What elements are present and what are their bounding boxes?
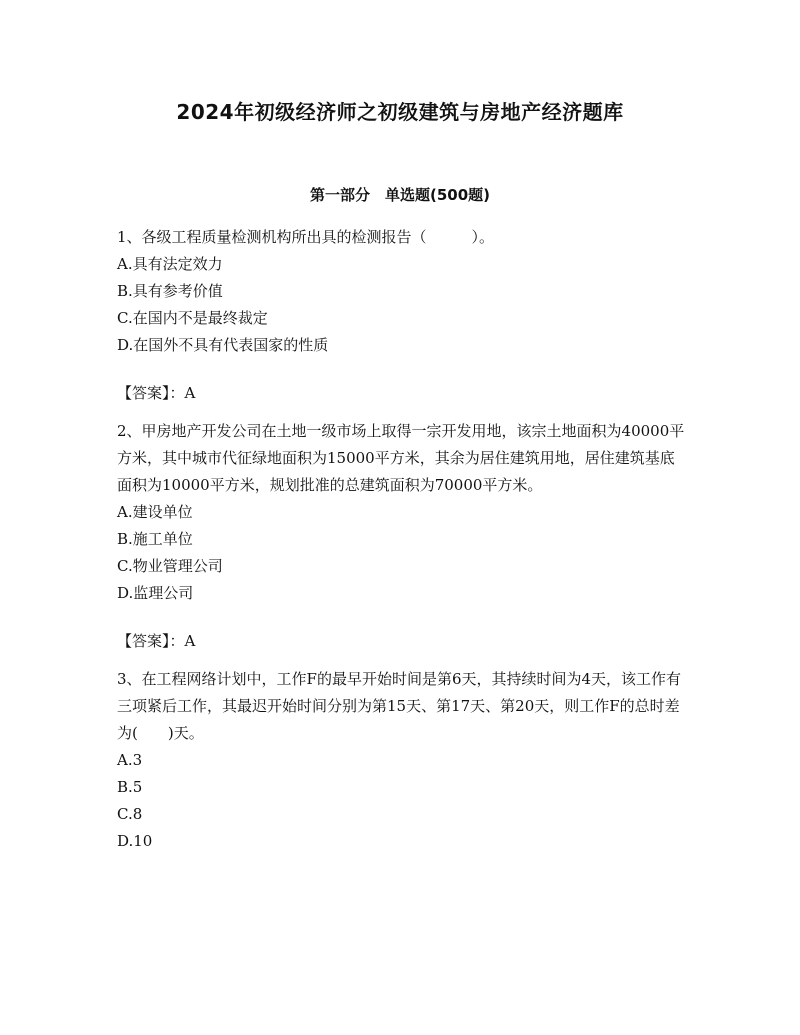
answer-label: 【答案】：A bbox=[117, 632, 196, 650]
option-a: A.建设单位 bbox=[117, 503, 193, 521]
answer-label: 【答案】：A bbox=[117, 384, 196, 402]
option-c: C.物业管理公司 bbox=[117, 557, 223, 575]
question-3 bbox=[117, 666, 687, 855]
option-b: B.施工单位 bbox=[117, 530, 193, 548]
option-b: B.具有参考价值 bbox=[117, 282, 223, 300]
option-a: A.具有法定效力 bbox=[117, 255, 223, 273]
option-d: D.监理公司 bbox=[117, 584, 194, 602]
section-title: 第一部分 单选题(500题) bbox=[309, 186, 491, 204]
option-d: D.在国外不具有代表国家的性质 bbox=[117, 336, 329, 354]
question-stem: 2、甲房地产开发公司在土地一级市场上取得一宗开发用地，该宗土地面积为40000平方米，其中城市代征绿地面积为15000平方米，其余为居住建筑用地，居住建筑基底面积为10000平方米，规划批准的总建筑面积为70000平方米。 bbox=[117, 422, 685, 494]
option-c: C.8 bbox=[117, 805, 143, 823]
question-2 bbox=[117, 418, 687, 655]
question-1 bbox=[117, 224, 687, 407]
question-stem: 3、在工程网络计划中，工作F的最早开始时间是第6天，其持续时间为4天，该工作有三项紧后工作，其最迟开始时间分别为第15天、第17天、第20天，则工作F的总时差为( )天。 bbox=[117, 670, 682, 742]
question-stem: 1、各级工程质量检测机构所出具的检测报告（ ）。 bbox=[117, 228, 495, 246]
option-d: D.10 bbox=[117, 832, 153, 850]
option-a: A.3 bbox=[117, 751, 143, 769]
option-c: C.在国内不是最终裁定 bbox=[117, 309, 268, 327]
page-title: 2024年初级经济师之初级建筑与房地产经济题库 bbox=[176, 100, 624, 124]
option-b: B.5 bbox=[117, 778, 143, 796]
question-list bbox=[117, 224, 687, 855]
